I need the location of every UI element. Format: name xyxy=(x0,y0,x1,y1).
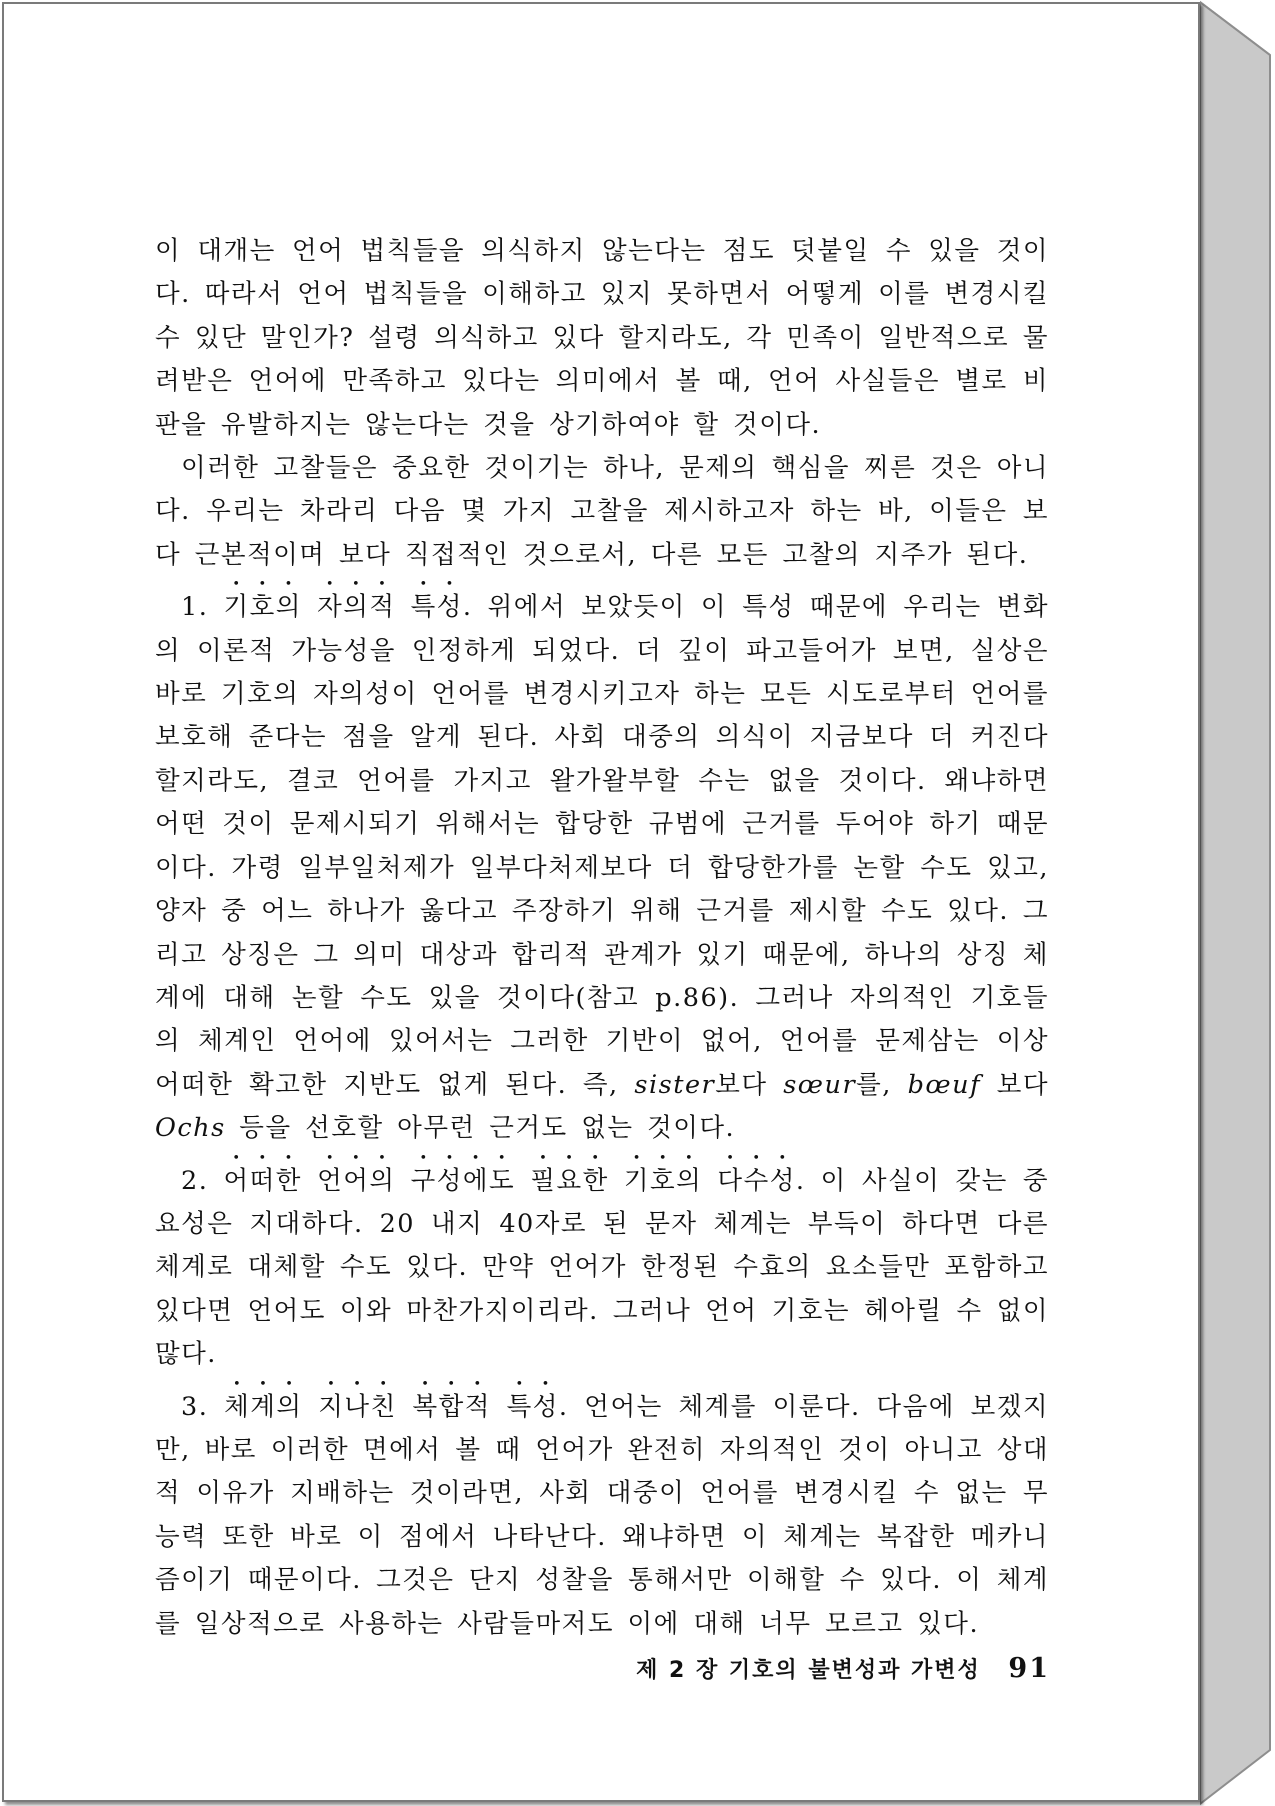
foreign-word: sister xyxy=(634,1069,716,1100)
running-footer xyxy=(600,1653,1050,1684)
foreign-word: Ochs xyxy=(155,1113,226,1144)
paragraph-text: 보다 xyxy=(981,1069,1049,1100)
paragraph-text: 등을 선호할 아무런 근거도 없는 것이다. xyxy=(225,1113,736,1144)
item-number: 1. xyxy=(181,592,209,623)
foreign-word: sœur xyxy=(783,1069,857,1100)
paragraph-text: 를, xyxy=(856,1069,908,1100)
item-heading: 체계의 지나친 복합적 특성. xyxy=(224,1391,569,1422)
paragraph-text: 보다 xyxy=(715,1069,784,1100)
book-edge xyxy=(1200,0,1275,1806)
foreign-word: bœuf xyxy=(907,1069,982,1100)
body-text xyxy=(155,230,1049,1646)
chapter-title: 기호의 불변성과 가변성 xyxy=(728,1658,981,1683)
item-heading: 어떠한 언어의 구성에도 필요한 기호의 다수성. xyxy=(223,1165,806,1196)
page-number: 91 xyxy=(1008,1653,1050,1684)
paragraph-3 xyxy=(155,577,1049,1150)
paragraph-text: 언어는 체계를 이룬다. 다음에 보겠지만, 바로 이러한 면에서 볼 때 언어가 완전히 자의적인 것이 아니고 상대적 이유가 지배하는 것이라면, 사회 대중이 언어를 변경시킬 수 없는 무능력 또한 바로 이 점에서 나타난다. 왜냐하면 이 체계는 복잡한 메카니즘이기 때문이다. 그것은 단지 성찰을 통해서만 이해할 수 있다. 이 체계를 일상적으로 사용하는 사람들마저도 이에 대해 너무 모르고 있다. xyxy=(155,1391,1050,1639)
paragraph-4 xyxy=(155,1151,1049,1377)
item-heading: 기호의 자의적 특성. xyxy=(223,592,473,623)
paragraph-5 xyxy=(155,1377,1049,1646)
item-number: 2. xyxy=(181,1165,209,1196)
chapter-label: 제 2 장 xyxy=(636,1658,720,1683)
paragraph-text: 위에서 보았듯이 이 특성 때문에 우리는 변화의 이론적 가능성을 인정하게 되었다. 더 깊이 파고들어가 보면, 실상은 바로 기호의 자의성이 언어를 변경시키고자 하는 모든 시도로부터 언어를 보호해 준다는 점을 알게 된다. 사회 대중의 의식이 지금보다 더 커진다 할지라도, 결코 언어를 가지고 왈가왈부할 수는 없을 것이다. 왜냐하면 어떤 것이 문제시되기 위해서는 합당한 규범에 근거를 두어야 하기 때문이다. 가령 일부일처제가 일부다처제보다 더 합당한가를 논할 수도 있고, 양자 중 어느 하나가 옳다고 주장하기 위해 근거를 제시할 수도 있다. 그리고 상징은 그 의미 대상과 합리적 관계가 있기 때문에, 하나의 상징 체계에 대해 논할 수도 있을 것이다(참고 p.86). 그러나 자의적인 기호들의 체계인 언어에 있어서는 그러한 기반이 없어, 언어를 문제삼는 이상 어떠한 확고한 지반도 없게 된다. 즉, xyxy=(155,592,1050,1100)
paragraph-1: 이 대개는 언어 법칙들을 의식하지 않는다는 점도 덧붙일 수 있을 것이다. 따라서 언어 법칙들을 이해하고 있지 못하면서 어떻게 이를 변경시킬 수 있단 말인가? 설령 의식하고 있다 할지라도, 각 민족이 일반적으로 물려받은 언어에 만족하고 있다는 의미에서 볼 때, 언어 사실들은 별로 비판을 유발하지는 않는다는 것을 상기하여야 할 것이다. xyxy=(155,236,1049,440)
paragraph-text: 이 사실이 갖는 중요성은 지대하다. 20 내지 40자로 된 문자 체계는 부득이 하다면 다른 체계로 대체할 수도 있다. 만약 언어가 한정된 수효의 요소들만 포함하고 있다면 언어도 이와 마찬가지이리라. 그러나 언어 기호는 헤아릴 수 없이 많다. xyxy=(155,1165,1049,1370)
item-number: 3. xyxy=(181,1391,209,1422)
paragraph-2: 이러한 고찰들은 중요한 것이기는 하나, 문제의 핵심을 찌른 것은 아니다. 우리는 차라리 다음 몇 가지 고찰을 제시하고자 하는 바, 이들은 보다 근본적이며 보다 직접적인 것으로서, 다른 모든 고찰의 지주가 된다. xyxy=(155,453,1049,570)
